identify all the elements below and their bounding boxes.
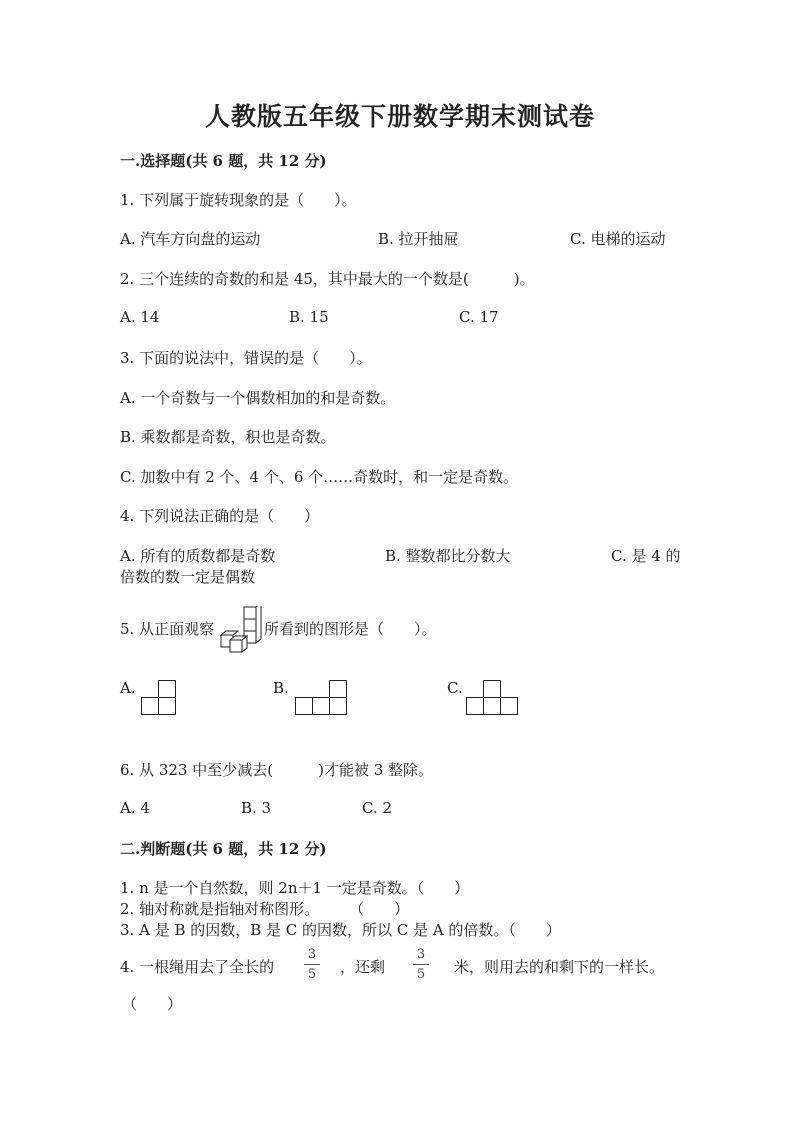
question-2-option-c: C. 17: [459, 308, 499, 326]
fraction-denominator: 5: [307, 967, 317, 982]
question-6-option-b: B. 3: [241, 799, 272, 817]
question-4-option-a: A. 所有的质数都是奇数: [120, 547, 276, 565]
section-heading-choice: 一.选择题(共 6 题，共 12 分): [120, 152, 327, 170]
question-4-stem: 4. 下列说法正确的是（ ）: [120, 507, 320, 525]
question-5-stem-after: 所看到的图形是（ ）。: [264, 620, 437, 638]
question-1-option-b: B. 拉开抽屉: [378, 230, 459, 248]
question-6-option-c: C. 2: [362, 799, 393, 817]
question-6-stem: 6. 从 323 中至少减去( )才能被 3 整除。: [120, 761, 434, 779]
judgement-4-part2: ，还剩: [340, 958, 386, 976]
section-heading-judgement: 二.判断题(共 6 题，共 12 分): [120, 840, 327, 858]
judgement-4-part3: 米，则用去的和剩下的一样长。: [454, 958, 665, 976]
question-1-stem: 1. 下列属于旋转现象的是（ ）。: [120, 191, 357, 209]
cube-top: [221, 631, 238, 635]
question-3-option-b: B. 乘数都是奇数，积也是奇数。: [120, 428, 336, 446]
question-2-option-a: A. 14: [120, 308, 160, 326]
question-6-option-a: A. 4: [120, 799, 150, 817]
judgement-4-part1: 4. 一根绳用去了全长的: [120, 958, 275, 976]
cube-face: [244, 619, 256, 631]
question-5-stem-before: 5. 从正面观察: [120, 620, 215, 638]
question-2-option-b: B. 15: [289, 308, 329, 326]
question-5-option-a: A.: [120, 679, 136, 697]
cube-side: [256, 606, 261, 643]
page-title: 人教版五年级下册数学期末测试卷: [204, 102, 595, 131]
fraction-bar: [304, 964, 320, 965]
question-2-stem: 2. 三个连续的奇数的和是 45，其中最大的一个数是( )。: [120, 270, 535, 288]
judgement-2: 2. 轴对称就是指轴对称图形。 （ ）: [120, 900, 410, 918]
fraction-three-fifths: [304, 947, 320, 982]
question-5-option-c: C.: [447, 679, 463, 697]
judgement-4-blank: （ ）: [122, 995, 183, 1013]
fraction-denominator: 5: [416, 967, 426, 982]
cube-face: [230, 640, 242, 652]
question-5-option-b: B.: [273, 679, 289, 697]
fraction-numerator: 3: [307, 947, 317, 962]
judgement-3: 3. A 是 B 的因数，B 是 C 的因数，所以 C 是 A 的倍数。（ ）: [120, 921, 561, 939]
cube-stack-figure: [220, 606, 264, 656]
question-4-option-c-continued: 倍数的数一定是偶数: [120, 568, 256, 586]
question-3-stem: 3. 下面的说法中，错误的是（ ）。: [120, 349, 372, 367]
option-a-shape: [140, 680, 178, 716]
question-1-option-c: C. 电梯的运动: [570, 230, 666, 248]
question-1-option-a: A. 汽车方向盘的运动: [120, 230, 261, 248]
fraction-bar: [413, 964, 429, 965]
question-3-option-a: A. 一个奇数与一个偶数相加的和是奇数。: [120, 389, 396, 407]
question-4-option-b: B. 整数都比分数大: [385, 547, 511, 565]
judgement-1: 1. n 是一个自然数，则 2n＋1 一定是奇数。（ ）: [120, 879, 470, 897]
cube-face: [244, 607, 256, 619]
fraction-numerator: 3: [416, 947, 426, 962]
question-3-option-c: C. 加数中有 2 个、4 个、6 个……奇数时，和一定是奇数。: [120, 468, 519, 486]
question-4-option-c: C. 是 4 的: [611, 547, 681, 565]
fraction-three-fifths: [413, 947, 429, 982]
option-c-shape: [465, 680, 521, 716]
option-b-shape: [294, 680, 350, 716]
